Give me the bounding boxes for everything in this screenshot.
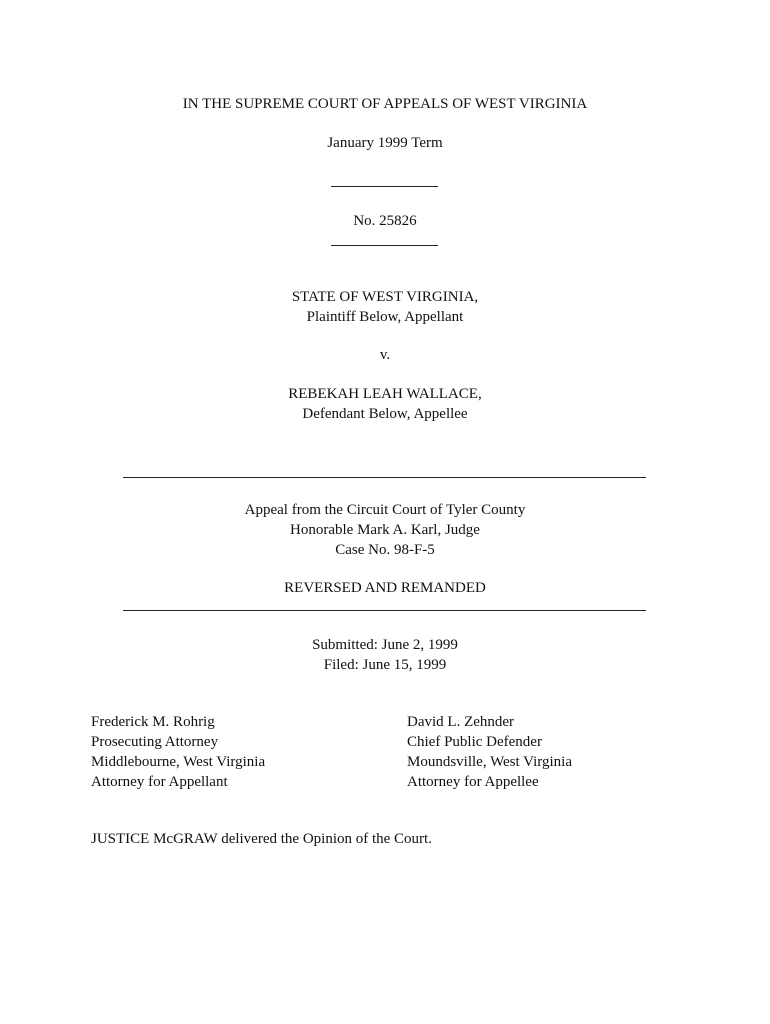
filed-date: Filed: June 15, 1999 <box>323 657 447 673</box>
judge: Honorable Mark A. Karl, Judge <box>290 522 480 538</box>
plaintiff-name: STATE OF WEST VIRGINIA, <box>291 289 479 305</box>
term: January 1999 Term <box>327 135 443 151</box>
appellee-counsel-name: David L. Zehnder <box>407 714 515 730</box>
opinion-delivered: JUSTICE McGRAW delivered the Opinion of the Court. <box>91 831 432 847</box>
appellee-counsel-role: Attorney for Appellee <box>407 774 539 790</box>
appellee-counsel-location: Moundsville, West Virginia <box>407 754 572 770</box>
disposition: REVERSED AND REMANDED <box>284 580 486 596</box>
rule-separator-top <box>123 477 646 478</box>
appellant-counsel-location: Middlebourne, West Virginia <box>91 754 266 770</box>
appellant-counsel-name: Frederick M. Rohrig <box>91 714 215 730</box>
rule-top <box>331 186 438 187</box>
defendant-name: REBEKAH LEAH WALLACE, <box>288 386 482 402</box>
submitted-date: Submitted: June 2, 1999 <box>312 637 458 653</box>
rule-docket <box>331 245 438 246</box>
appellee-counsel-title: Chief Public Defender <box>407 734 542 750</box>
versus: v. <box>379 347 391 363</box>
court-name: IN THE SUPREME COURT OF APPEALS OF WEST VIRGINIA <box>182 96 588 112</box>
rule-separator-bottom <box>123 610 646 611</box>
case-number: Case No. 98-F-5 <box>335 542 435 558</box>
appellant-counsel <box>91 712 265 792</box>
docket-number: No. 25826 <box>353 213 417 229</box>
plaintiff-role: Plaintiff Below, Appellant <box>306 309 464 325</box>
appellant-counsel-role: Attorney for Appellant <box>91 774 228 790</box>
appellee-counsel <box>407 712 572 792</box>
defendant-role: Defendant Below, Appellee <box>302 406 468 422</box>
appellant-counsel-title: Prosecuting Attorney <box>91 734 219 750</box>
appeal-from: Appeal from the Circuit Court of Tyler County <box>244 502 526 518</box>
